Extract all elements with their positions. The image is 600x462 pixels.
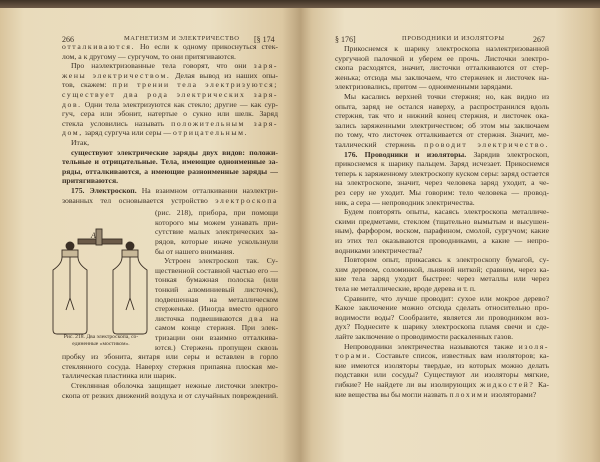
emphasized-text: дов. — [62, 99, 82, 109]
figure-caption-line: единенные «мостиком». — [72, 341, 130, 347]
text-segment: Одни тела электризуются как стекло; другие — как сур- — [81, 99, 278, 109]
text-line — [62, 128, 278, 138]
text-segment: рез серу не уходит. Мы говорим: тело человека — провод- — [335, 188, 549, 197]
text-line — [155, 323, 278, 333]
text-line — [335, 322, 549, 332]
text-segment: пробку из эбонита, янтаря или серы и вставлен в горло — [62, 352, 278, 362]
page-number: 266 — [62, 35, 74, 44]
text-segment: бы от нашего внимания. — [155, 246, 235, 256]
text-segment: на электроскопе, значит, через человека заряд уходит, а че- — [335, 178, 549, 188]
text-segment: Делая вывод из наших опы- — [170, 70, 278, 80]
bold-text: 176. Проводники и изоляторы. — [344, 149, 467, 159]
text-line — [155, 304, 278, 314]
text-segment: подставки или сосуды? Существуют ли изоляторы мягкие, — [335, 370, 549, 380]
text-line — [62, 100, 278, 110]
text-line — [155, 275, 278, 285]
electroscope-figure — [48, 228, 152, 338]
text-line — [335, 111, 549, 121]
text-segment: из этих тел оказываются проводниками, а какие — непро- — [335, 236, 549, 245]
text-line — [335, 169, 549, 179]
running-head: ПРОВОДНИКИ И ИЗОЛЯТОРЫ — [402, 35, 505, 42]
emphasized-text: электроскопа — [215, 195, 278, 205]
emphasized-text: отрицательным. — [173, 128, 249, 138]
text-segment: водниками электричества? — [335, 245, 423, 255]
text-segment: самом конце стержня. При элек- — [155, 323, 278, 333]
text-segment: Итак, — [71, 138, 90, 147]
text-segment: опыта, заряд не остался наверху, а распространился вдоль — [335, 101, 549, 111]
text-segment: тонкий алюминиевый листочек), — [155, 285, 278, 294]
text-line — [71, 381, 278, 391]
text-segment: таллическая пластинка или шарик. — [62, 371, 177, 381]
text-segment: листочка подвешиваются — [155, 313, 249, 323]
text-segment: скопа расходятся, значит, листочки отталкиваются от стер- — [335, 63, 549, 73]
text-segment: стерженьке. (Иногда вместо одного — [155, 304, 278, 314]
text-line — [344, 255, 549, 265]
figure-label: A — [91, 231, 96, 240]
text-segment: дух? Поднесите к шарику электроскопа пламя свечи и сде- — [335, 322, 549, 332]
right-page — [300, 8, 600, 462]
text-segment: изоляторами? — [489, 389, 537, 399]
text-line — [164, 256, 278, 266]
section-ref: § 176] — [335, 35, 356, 44]
text-segment: Мы касались верхней точки стержня; но, как видно из — [344, 92, 549, 101]
text-segment: гуч, сера или эбонит, натертые о сукно или шелк. Заряд — [62, 109, 278, 119]
emphasized-text: отталкиваются. — [62, 42, 136, 51]
text-line — [344, 44, 549, 54]
text-segment: ник, а сера — непроводник электричества. — [335, 197, 475, 207]
text-segment: скопа от резких движений воздуха и от случайных повреждений. — [62, 390, 278, 400]
text-line — [335, 370, 549, 380]
text-line — [335, 351, 549, 361]
text-line — [335, 390, 549, 400]
text-segment: теперь к заряженному электроскопу куском серы: заряд остается — [335, 168, 549, 178]
text-segment: щественной составной частью его — — [155, 265, 278, 275]
text-line — [155, 237, 278, 247]
text-segment: Составьте список, известных вам изоляторов; ка- — [371, 351, 549, 361]
text-segment: лом, а к другому — сургучом, то они притягиваются. — [62, 51, 236, 61]
text-line — [335, 217, 549, 227]
text-line — [335, 274, 549, 284]
bold-text: существуют электрические заряды двух видов: положи- — [71, 147, 278, 157]
text-segment: сургучной палочкой и уберем ее прочь. Листочки электро- — [335, 53, 549, 63]
text-line — [62, 157, 278, 167]
text-segment: Непроводники электричества называются также — [344, 341, 519, 351]
text-line — [62, 71, 278, 81]
text-line — [335, 178, 549, 188]
emphasized-text: проводит электричество. — [424, 140, 549, 149]
text-line — [71, 138, 278, 148]
text-line — [335, 265, 549, 275]
text-segment: Зарядив электроскоп, — [466, 149, 549, 159]
text-line — [335, 361, 549, 371]
text-segment: кие тела заряд уходит быстрее: через металлы или через — [335, 274, 549, 284]
emphasized-text: плохими — [449, 389, 490, 399]
text-segment: тризации они взаимно отталкива- — [155, 333, 278, 342]
text-segment: рядов, которые иначе ускользнули — [155, 237, 278, 246]
text-segment: которого мы можем узнавать при- — [155, 217, 278, 227]
text-line — [71, 186, 278, 196]
text-line — [335, 140, 549, 150]
emphasized-text: дом, — [62, 128, 83, 138]
text-line — [62, 371, 278, 381]
text-segment: стекла условились называть — [62, 118, 172, 128]
text-line — [71, 61, 278, 71]
text-line — [155, 314, 278, 324]
text-line — [344, 342, 549, 352]
text-line — [62, 391, 278, 401]
text-line — [335, 121, 549, 131]
text-line — [155, 333, 278, 343]
text-line — [62, 80, 278, 90]
text-line — [62, 109, 278, 119]
text-line — [62, 196, 278, 206]
text-line — [344, 150, 549, 160]
text-line — [62, 352, 278, 362]
text-segment: ным), фарфором, воском, парафином, смолой, сургучом; какие — [335, 226, 549, 236]
text-line — [335, 236, 549, 246]
text-line — [155, 227, 278, 237]
text-segment: скими предметами, стеклом (тщательно вымытым и высушен- — [335, 216, 549, 226]
bold-text: 175. Электроскоп. — [71, 186, 137, 195]
text-segment: Сравните, что лучше проводит: сухое или мокрое дерево? — [344, 293, 549, 303]
text-line — [62, 42, 278, 52]
running-head: МАГНЕТИЗМ И ЭЛЕКТРИЧЕСТВО — [124, 35, 240, 42]
text-line — [335, 188, 549, 198]
text-line — [155, 266, 278, 276]
text-segment: подвешенная на металлическом — [155, 294, 278, 304]
text-line — [155, 247, 278, 257]
text-segment: Стеклянная оболочка защищает нежные листочки электро- — [71, 381, 278, 390]
text-segment: тов, скажем: — [62, 80, 113, 90]
figure-caption-line: Рис. 218. Два электроскопа, со- — [63, 334, 139, 340]
text-line — [344, 294, 549, 304]
text-line — [335, 130, 549, 140]
text-line — [335, 246, 549, 256]
left-page — [0, 8, 300, 462]
text-segment: хим деревом, соломинкой, льняной ниткой; сравним, через ка- — [335, 264, 549, 274]
text-line — [62, 167, 278, 177]
text-line — [155, 208, 278, 218]
text-line — [335, 380, 549, 390]
text-line — [344, 92, 549, 102]
text-segment: таллический стержень — [335, 140, 425, 149]
text-line — [155, 285, 278, 295]
text-line — [335, 73, 549, 83]
text-line — [344, 207, 549, 217]
emphasized-text: заря- — [253, 61, 278, 71]
text-line — [62, 119, 278, 129]
emphasized-text: два — [248, 313, 265, 323]
text-segment: Повторим опыт, прикасаясь к электроскопу бумагой, су- — [344, 255, 549, 265]
emphasized-text: жены электричеством. — [62, 70, 171, 80]
text-line — [335, 102, 549, 112]
text-segment: Но если к одному прикоснуться стек- — [135, 42, 278, 51]
text-segment: женька; отсюда мы заключаем, что стерженек и листочек на- — [335, 72, 549, 82]
text-line — [155, 218, 278, 228]
text-segment: на — [264, 313, 278, 323]
bold-text: притягиваются. — [62, 176, 119, 186]
text-segment: зованных тел основывается устройство — [62, 195, 216, 205]
text-segment: кие имеются изоляторы твердые, из которых можно делать — [335, 360, 549, 370]
text-segment: электризовались, притом — одноименными зарядами. — [335, 82, 513, 92]
text-segment: Про наэлектризованные тела говорят, что они — [71, 61, 254, 71]
text-line — [335, 63, 549, 73]
text-line — [335, 159, 549, 169]
text-segment: заряд сургуча или серы — — [82, 128, 174, 138]
text-segment: Устроен электроскоп так. Су- — [164, 256, 278, 266]
text-segment: кие вещества вы бы могли назвать — [335, 389, 450, 399]
text-segment: по тому, что листочек отталкивается от стержня. Значит, ме- — [335, 130, 549, 140]
text-line — [62, 90, 278, 100]
text-segment: зались заряженными электричеством; об этом мы заключаем — [335, 120, 549, 130]
text-line — [155, 295, 278, 305]
bold-text: ряды, отталкиваются, а имеющие разноименные заряды — — [62, 166, 278, 176]
text-line — [335, 332, 549, 342]
text-segment: тела не металлические, вроде дерева и т. п. — [335, 284, 476, 293]
emphasized-text: изоля- — [518, 341, 549, 351]
page-number: 267 — [533, 35, 545, 44]
text-line — [155, 343, 278, 353]
text-line — [71, 148, 278, 158]
text-segment: Будем повторять опыты, касаясь электроскопа металличе- — [344, 207, 549, 217]
text-line — [335, 313, 549, 323]
text-line — [335, 82, 549, 92]
emphasized-text: жидкостей? — [479, 380, 535, 389]
emphasized-text: положительным заря- — [171, 118, 278, 128]
emphasized-text: существует два рода электрических заря- — [62, 90, 278, 99]
text-segment: тонкая бумажная полоска (или — [155, 275, 278, 285]
text-segment: прикоснемся к шарику пальцем. Заряд исчезает. Прикоснемся — [335, 159, 549, 169]
text-segment: ются.) Стержень пропущен сквозь — [155, 342, 278, 352]
bold-text: тельные и отрицательные. Тела, имеющие одноименные за- — [62, 157, 278, 167]
text-segment: сутствие малых электрических за- — [155, 227, 278, 237]
text-line — [335, 54, 549, 64]
text-line — [335, 284, 549, 294]
text-segment: водимости воды? Сообразите, является ли проводником воз- — [335, 312, 549, 322]
text-line — [335, 198, 549, 208]
text-segment: лайте заключение о проводимости раскаленных газов. — [335, 332, 513, 341]
text-segment: На взаимном отталкивании наэлектри- — [136, 186, 278, 195]
text-line — [335, 303, 549, 313]
text-segment: Какое заключение можно отсюда сделать относительно про- — [335, 303, 549, 313]
emphasized-text: при трении тела электризуются; — [112, 80, 278, 90]
emphasized-text: торами. — [335, 351, 372, 361]
text-segment: Прикоснемся к шарику электроскопа наэлектризованной — [344, 44, 549, 53]
text-segment: Ка- — [534, 380, 549, 389]
text-segment: стержня, так что и нижний конец стержня, и листочек ока- — [335, 111, 549, 121]
text-segment: стеклянного сосуда. Наверху стержня припаяна плоская ме- — [62, 361, 278, 371]
text-line — [62, 176, 278, 186]
text-line — [62, 52, 278, 62]
text-segment: (рис. 218), прибора, при помощи — [155, 208, 278, 218]
section-ref: [§ 174 — [254, 35, 275, 44]
text-segment: гибкие? Не найдете ли вы изолирующих — [335, 380, 480, 389]
text-line — [62, 362, 278, 372]
text-line — [335, 226, 549, 236]
